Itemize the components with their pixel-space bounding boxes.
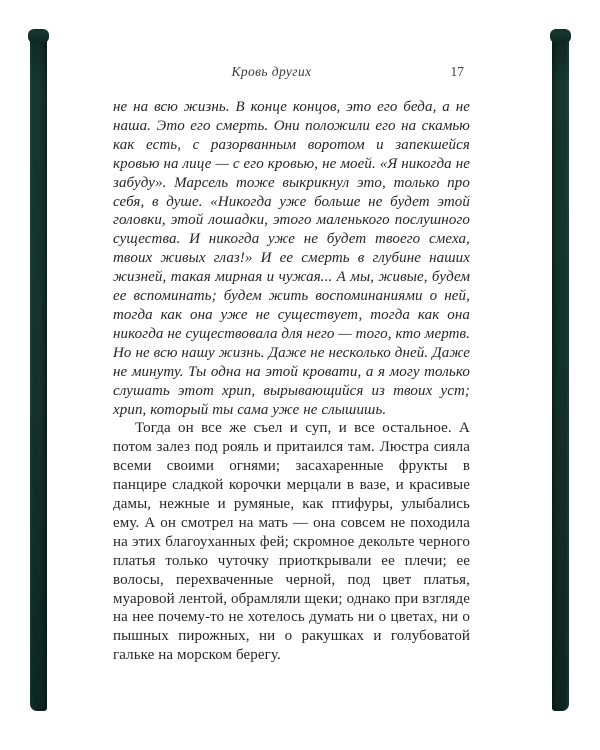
page-content (113, 64, 470, 665)
book-cover-edge-left (30, 31, 47, 711)
paragraph: Тогда он все же съел и суп, и все остальное. А потом залез под рояль и притаился там. Люстра сияла всеми своими огнями; засахаренные фрукты в панцире сладкой корочки мерцали в вазе, и красивые дамы, нежные и румяные, как птифуры, улыбались ему. А он смотрел на мать — она совсем не походила на этих благоуханных фей; скромное декольте черного платья только чуточку приоткрывали ее плечи; ее волосы, перехваченные черной, под цвет платья, муаровой лентой, обрамляли щеки; однако при взгляде на нее почему-то не хотелось думать ни о цветах, ни о пышных пирожных, ни о ракушках и голубоватой гальке на морском берегу. (113, 420, 470, 664)
page-text (113, 98, 470, 665)
running-header (113, 64, 470, 82)
page-number: 17 (450, 64, 464, 79)
paragraph-continuation: не на всю жизнь. В конце концов, это его беда, а не наша. Это его смерть. Они положили его на скамью как есть, с разорванным воротом и запекшейся кровью на лице — с его кровью, не моей. «Я никогда не забуду». Марсель тоже выкрикнул это, только про себя, в душе. «Никогда уже больше не будет этой головки, этой лошадки, этого маленького послушного существа. И никогда уже не будет твоего смеха, твоих живых глаз!» И ее смерть в глубине наших жизней, такая мирная и чужая... А мы, живые, будем ее вспоминать; будем жить воспоминаниями о ней, тогда как она уже не существует, тогда как она никогда не существовала для него — того, кто мертв. Но не всю нашу жизнь. Даже не несколько дней. Даже не минуту. Ты одна на этой кровати, а я могу только слушать этот хрип, вырывающийся из твоих уст; хрип, который ты сама уже не слышишь. (113, 99, 470, 418)
running-title: Кровь других (231, 64, 312, 79)
book-cover-edge-right (552, 31, 569, 711)
